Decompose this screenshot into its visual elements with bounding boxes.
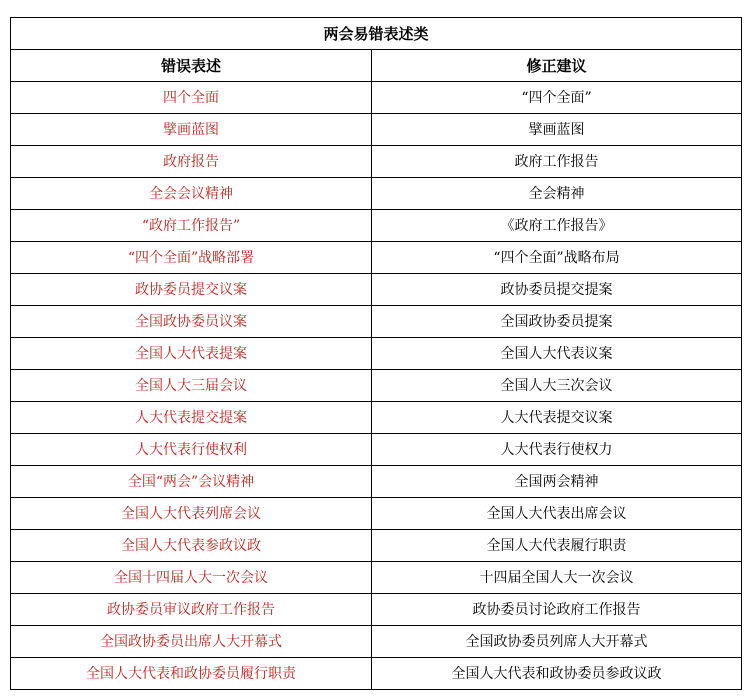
- table-row: [11, 114, 742, 146]
- table-row: [11, 210, 742, 242]
- table-row: [11, 434, 742, 466]
- errata-table-container: [10, 17, 741, 690]
- table-row: [11, 82, 742, 114]
- suggested-fix-cell: 政协委员讨论政府工作报告: [372, 594, 742, 626]
- suggested-fix-cell: 《政府工作报告》: [372, 210, 742, 242]
- suggested-fix-cell: “四个全面”: [372, 82, 742, 114]
- wrong-expression-cell: 政府报告: [11, 146, 372, 178]
- table-row: [11, 562, 742, 594]
- suggested-fix-cell: 全国人大代表和政协委员参政议政: [372, 658, 742, 690]
- table-row: [11, 466, 742, 498]
- table-row: [11, 306, 742, 338]
- wrong-expression-cell: 全会会议精神: [11, 178, 372, 210]
- wrong-expression-cell: 政协委员审议政府工作报告: [11, 594, 372, 626]
- table-row: [11, 370, 742, 402]
- table-row: [11, 498, 742, 530]
- table-row: [11, 402, 742, 434]
- suggested-fix-cell: 全国政协委员列席人大开幕式: [372, 626, 742, 658]
- suggested-fix-cell: 人大代表提交议案: [372, 402, 742, 434]
- suggested-fix-cell: 全国人大代表议案: [372, 338, 742, 370]
- wrong-expression-cell: 人大代表行使权利: [11, 434, 372, 466]
- wrong-expression-cell: 政协委员提交议案: [11, 274, 372, 306]
- suggested-fix-cell: 全国人大三次会议: [372, 370, 742, 402]
- wrong-expression-cell: “四个全面”战略部署: [11, 242, 372, 274]
- table-row: [11, 146, 742, 178]
- suggested-fix-cell: 全国人大代表履行职责: [372, 530, 742, 562]
- suggested-fix-cell: 十四届全国人大一次会议: [372, 562, 742, 594]
- table-row: [11, 594, 742, 626]
- errata-table: [10, 17, 742, 690]
- suggested-fix-cell: 擘画蓝图: [372, 114, 742, 146]
- wrong-expression-cell: 人大代表提交提案: [11, 402, 372, 434]
- suggested-fix-cell: 人大代表行使权力: [372, 434, 742, 466]
- table-title-row: [11, 18, 742, 50]
- wrong-expression-cell: 全国十四届人大一次会议: [11, 562, 372, 594]
- header-suggested-fix: 修正建议: [372, 50, 742, 82]
- table-row: [11, 274, 742, 306]
- wrong-expression-cell: 全国人大三届会议: [11, 370, 372, 402]
- table-row: [11, 242, 742, 274]
- suggested-fix-cell: 全国人大代表出席会议: [372, 498, 742, 530]
- wrong-expression-cell: 全国“两会”会议精神: [11, 466, 372, 498]
- table-title: 两会易错表述类: [11, 18, 742, 50]
- suggested-fix-cell: 政府工作报告: [372, 146, 742, 178]
- wrong-expression-cell: 全国人大代表参政议政: [11, 530, 372, 562]
- suggested-fix-cell: 全国政协委员提案: [372, 306, 742, 338]
- wrong-expression-cell: 全国人大代表和政协委员履行职责: [11, 658, 372, 690]
- wrong-expression-cell: 擘画蓝图: [11, 114, 372, 146]
- table-row: [11, 626, 742, 658]
- wrong-expression-cell: 全国政协委员出席人大开幕式: [11, 626, 372, 658]
- wrong-expression-cell: 四个全面: [11, 82, 372, 114]
- wrong-expression-cell: 全国政协委员议案: [11, 306, 372, 338]
- header-wrong-expression: 错误表述: [11, 50, 372, 82]
- table-header-row: [11, 50, 742, 82]
- suggested-fix-cell: “四个全面”战略布局: [372, 242, 742, 274]
- table-row: [11, 178, 742, 210]
- wrong-expression-cell: “政府工作报告”: [11, 210, 372, 242]
- table-row: [11, 530, 742, 562]
- suggested-fix-cell: 政协委员提交提案: [372, 274, 742, 306]
- table-row: [11, 658, 742, 690]
- suggested-fix-cell: 全国两会精神: [372, 466, 742, 498]
- wrong-expression-cell: 全国人大代表提案: [11, 338, 372, 370]
- suggested-fix-cell: 全会精神: [372, 178, 742, 210]
- table-row: [11, 338, 742, 370]
- wrong-expression-cell: 全国人大代表列席会议: [11, 498, 372, 530]
